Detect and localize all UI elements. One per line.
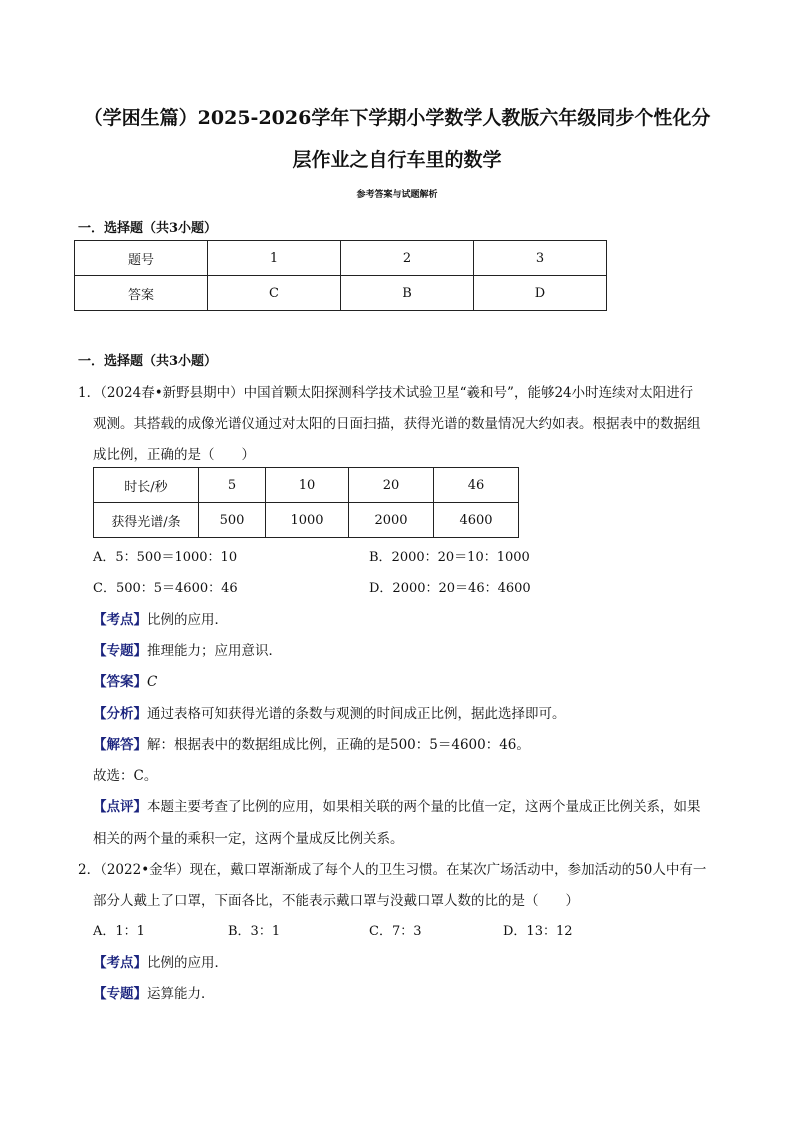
kaodian-text: 比例的应用． — [147, 612, 228, 628]
table-cell: 答案 — [75, 276, 208, 311]
zhuanti-tag: 【专题】 — [93, 986, 147, 1002]
table-cell: 500 — [199, 503, 266, 538]
q1-dianping-line-2: 相关的两个量的乘积一定，这两个量成反比例关系。 — [93, 831, 404, 847]
q1-data-table — [93, 467, 519, 538]
section-heading-questions: 一．选择题（共3小题） — [78, 354, 218, 369]
q1-option-c: C．500：5＝4600：46 — [93, 581, 238, 596]
table-cell: 10 — [266, 468, 349, 503]
jieda-tag: 【解答】 — [93, 737, 147, 753]
q2-option-a: A．1：1 — [93, 924, 145, 939]
table-row — [94, 468, 519, 503]
q1-text-line-2: 观测。其搭载的成像光谱仪通过对太阳的日面扫描，获得光谱的数量情况大约如表。根据表中的数据组 — [93, 416, 701, 432]
q2-option-d: D．13：12 — [503, 924, 573, 939]
q2-option-b: B．3：1 — [228, 924, 281, 939]
jieda-text: 解：根据表中的数据组成比例，正确的是500：5＝4600：46。 — [147, 737, 530, 753]
q1-dianping-line-1 — [93, 795, 701, 815]
kaodian-text: 比例的应用． — [147, 955, 228, 971]
q1-option-d: D．2000：20＝46：4600 — [369, 581, 531, 596]
table-row — [75, 241, 607, 276]
subtitle: 参考答案与试题解析 — [356, 190, 438, 200]
daan-tag: 【答案】 — [93, 674, 147, 690]
table-cell: B — [341, 276, 474, 311]
table-cell: 4600 — [434, 503, 519, 538]
table-cell: 获得光谱/条 — [94, 503, 199, 538]
table-cell: 1 — [208, 241, 341, 276]
kaodian-tag: 【考点】 — [93, 955, 147, 971]
q2-option-c: C．7：3 — [369, 924, 422, 939]
table-cell: 题号 — [75, 241, 208, 276]
kaodian-tag: 【考点】 — [93, 612, 147, 628]
table-cell: 46 — [434, 468, 519, 503]
daan-text: C — [147, 674, 158, 690]
table-cell: 2000 — [349, 503, 434, 538]
table-cell: 2 — [341, 241, 474, 276]
title-line-2: 层作业之自行车里的数学 — [292, 149, 502, 171]
q2-kaodian — [93, 951, 228, 971]
q1-option-a: A．5：500＝1000：10 — [93, 550, 238, 565]
dianping-tag: 【点评】 — [93, 799, 147, 815]
dianping-text-1: 本题主要考查了比例的应用，如果相关联的两个量的比值一定，这两个量成正比例关系，如果 — [147, 799, 701, 815]
q2-text-line-1: 2．（2022•金华）现在，戴口罩渐渐成了每个人的卫生习惯。在某次广场活动中，参加活动的50人中有一 — [78, 862, 707, 878]
table-row — [94, 503, 519, 538]
zhuanti-tag: 【专题】 — [93, 643, 147, 659]
table-row — [75, 276, 607, 311]
fenxi-tag: 【分析】 — [93, 706, 147, 722]
q1-text-line-3: 成比例，正确的是（ ） — [93, 447, 255, 463]
fenxi-text: 通过表格可知获得光谱的条数与观测的时间成正比例，据此选择即可。 — [147, 706, 566, 722]
table-cell: 5 — [199, 468, 266, 503]
q2-zhuanti — [93, 982, 215, 1002]
q2-text-line-2: 部分人戴上了口罩，下面各比，不能表示戴口罩与没戴口罩人数的比的是（ ） — [93, 893, 579, 909]
table-cell: 20 — [349, 468, 434, 503]
q1-zhuanti — [93, 639, 282, 659]
q1-guxuan: 故选：C。 — [93, 768, 158, 784]
q1-text-line-1: 1．（2024春•新野县期中）中国首颗太阳探测科学技术试验卫星“羲和号”，能够24小时连续对太阳进行 — [78, 385, 694, 401]
zhuanti-text: 推理能力；应用意识． — [147, 643, 282, 659]
q1-fenxi — [93, 702, 566, 722]
table-cell: D — [474, 276, 607, 311]
table-cell: 时长/秒 — [94, 468, 199, 503]
q1-option-b: B．2000：20＝10：1000 — [369, 550, 530, 565]
table-cell: C — [208, 276, 341, 311]
zhuanti-text: 运算能力． — [147, 986, 215, 1002]
answer-table — [74, 240, 607, 311]
q1-jieda — [93, 733, 530, 753]
table-cell: 3 — [474, 241, 607, 276]
title-line-1: （学困生篇）2025-2026学年下学期小学数学人教版六年级同步个性化分 — [83, 107, 711, 129]
q1-kaodian — [93, 608, 228, 628]
q1-daan — [93, 670, 157, 690]
section-heading-answers: 一．选择题（共3小题） — [78, 221, 218, 236]
table-cell: 1000 — [266, 503, 349, 538]
